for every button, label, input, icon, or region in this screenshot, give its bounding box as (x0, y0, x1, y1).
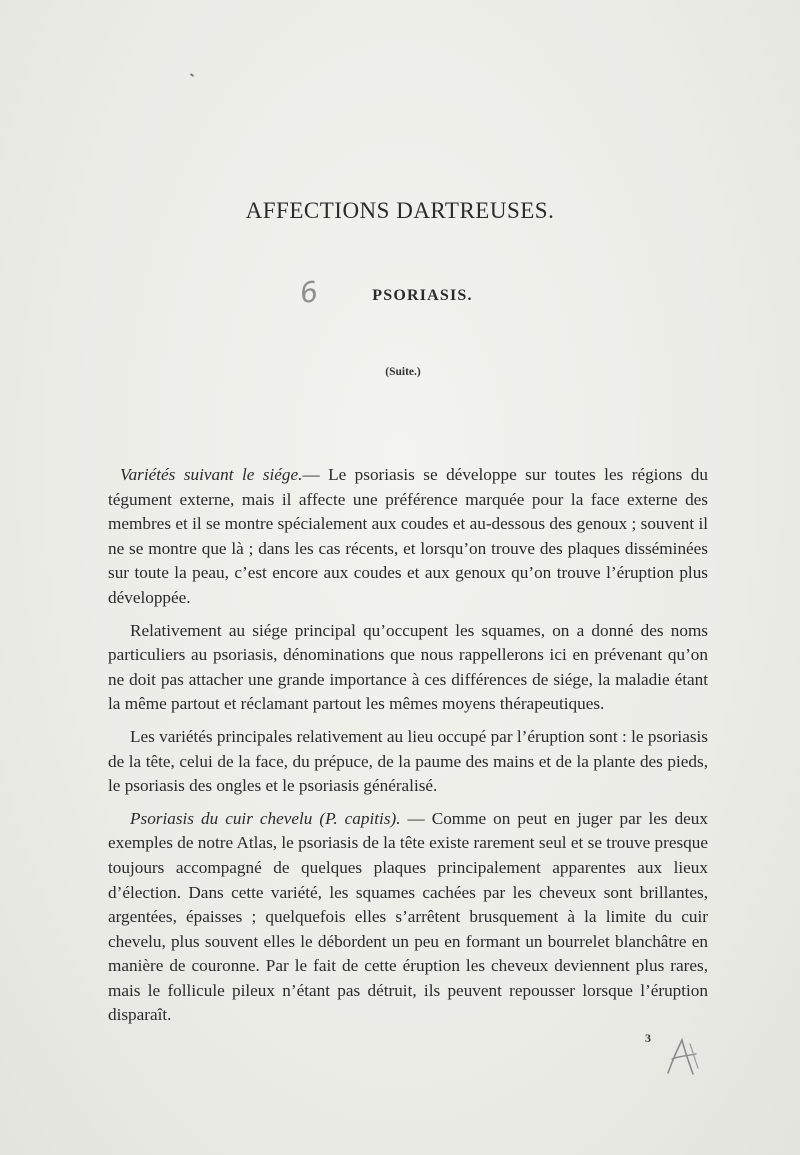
paragraph-lead: Variétés suivant le siége. (120, 465, 303, 484)
subtitle-wrap (0, 287, 800, 305)
paragraph (108, 725, 708, 799)
page-title: AFFECTIONS DARTREUSES. (245, 198, 555, 223)
paragraph-lead: Psoriasis du cuir chevelu (P. capitis). (130, 808, 401, 828)
handwritten-number-mark: 6 (297, 274, 321, 311)
ink-speck (190, 73, 194, 77)
paragraph-text: Les variétés principales relativement au lieu occupé par l’éruption sont : le psoriasis de la tête, celui de la face, du prépuce, de la paume des mains et de la plante des pieds, le psoriasis des ongles et le psoriasis généralisé. (108, 726, 708, 796)
paragraph-text: — Le psoriasis se développe sur toutes les régions du tégument externe, mais il affecte une préférence marquée pour la face externe des membres et il se montre spécialement aux coudes et au-dessous des genoux ; souvent il ne se montre que là ; dans les cas récents, et lorsqu’on trouve des plaques disséminées sur toute la peau, c’est encore aux coudes et aux genoux qu’on trouve l’éruption plus développée. (108, 465, 708, 607)
paragraph (108, 619, 708, 717)
page-number: 3 (645, 1031, 651, 1045)
body-text (108, 463, 708, 1036)
handwritten-annotation-icon (662, 1034, 704, 1076)
section-title: PSORIASIS. (372, 287, 473, 304)
continued-note: (Suite.) (385, 366, 421, 378)
paragraph-text: — Comme on peut en juger par les deux exemples de notre Atlas, le psoriasis de la tête existe rarement seul et se trouve presque toujours accompagné de quelques plaques principalement apparentes aux lieux d’élection. Dans cette variété, les squames cachées par les cheveux sont brillantes, argentées, épaisses ; quelquefois elles s’arrêtent brusquement à la limite du cuir chevelu, plus souvent elles le débordent un peu en formant un bourrelet blanchâtre en manière de couronne. Par le fait de cette éruption les cheveux deviennent plus rares, mais le follicule pileux n’étant pas détruit, ils peuvent repousser lorsque l’éruption disparaît. (108, 808, 708, 1025)
paragraph-text: Relativement au siége principal qu’occupent les squames, on a donné des noms particuliers au psoriasis, dénominations que nous rappellerons ici en prévenant qu’on ne doit pas attacher une grande importance à ces différences de siége, la maladie étant la même partout et réclamant partout les mêmes moyens thérapeutiques. (108, 620, 708, 714)
paragraph (108, 463, 708, 611)
paragraph (108, 807, 708, 1028)
